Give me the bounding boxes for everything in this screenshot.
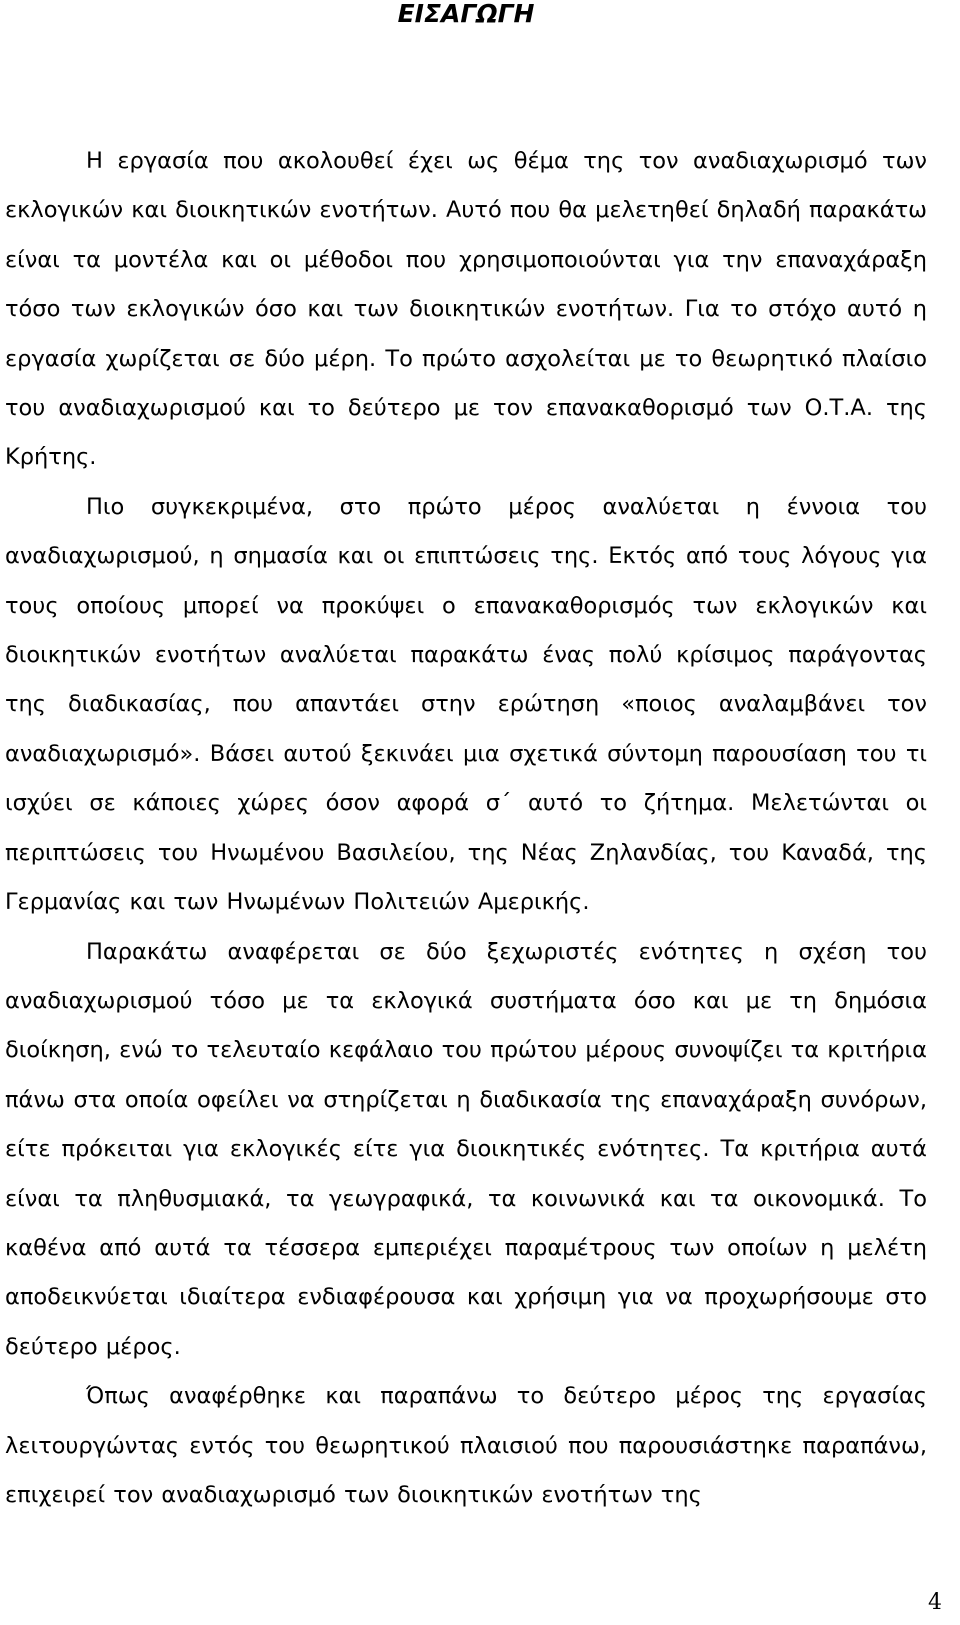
paragraph-3: Παρακάτω αναφέρεται σε δύο ξεχωριστές ενότητες η σχέση του αναδιαχωρισμού τόσο με τα εκλογικά συστήματα όσο και με τη δημόσια διοίκηση, ενώ το τελευταίο κεφάλαιο του πρώτου μέρους συνοψίζει τα κριτήρια πάνω στα οποία οφείλει να στηρίζεται η διαδικασία της επαναχάραξη συνόρων, είτε πρόκειται για εκλογικές είτε για διοικητικές ενότητες. Τα κριτήρια αυτά είναι τα πληθυσμιακά, τα γεωγραφικά, τα κοινωνικά και τα οικονομικά. Το καθένα από αυτά τα τέσσερα εμπεριέχει παραμέτρους των οποίων η μελέτη αποδεικνύεται ιδιαίτερα ενδιαφέρουσα και χρήσιμη για να προχωρήσουμε στο δεύτερο μέρος.: [5, 938, 927, 1360]
paragraph-1: Η εργασία που ακολουθεί έχει ως θέμα της τον αναδιαχωρισμό των εκλογικών και διοικητικών ενοτήτων. Αυτό που θα μελετηθεί δηλαδή παρακάτω είναι τα μοντέλα και οι μέθοδοι που χρησιμοποιούνται για την επαναχάραξη τόσο των εκλογικών όσο και των διοικητικών ενοτήτων. Για το στόχο αυτό η εργασία χωρίζεται σε δύο μέρη. Το πρώτο ασχολείται με το θεωρητικό πλαίσιο του αναδιαχωρισμού και το δεύτερο με τον επανακαθορισμό των Ο.Τ.Α. της Κρήτης.: [5, 148, 927, 471]
page-title: ΕΙΣΑΓΩΓΗ: [397, 0, 535, 28]
paragraph-4: Όπως αναφέρθηκε και παραπάνω το δεύτερο μέρος της εργασίας λειτουργώντας εντός του θεωρητικού πλαισιού που παρουσιάστηκε παραπάνω, επιχειρεί τον αναδιαχωρισμό των διοικητικών ενοτήτων της: [5, 1383, 927, 1508]
body-text: [5, 137, 927, 1520]
paragraph-2: Πιο συγκεκριμένα, στο πρώτο μέρος αναλύεται η έννοια του αναδιαχωρισμού, η σημασία και οι επιπτώσεις της. Εκτός από τους λόγους για τους οποίους μπορεί να προκύψει ο επανακαθορισμός των εκλογικών και διοικητικών ενοτήτων αναλύεται παρακάτω ένας πολύ κρίσιμος παράγοντας της διαδικασίας, που απαντάει στην ερώτηση «ποιος αναλαμβάνει τον αναδιαχωρισμό». Βάσει αυτού ξεκινάει μια σχετικά σύντομη παρουσίαση του τι ισχύει σε κάποιες χώρες όσον αφορά σ΄ αυτό το ζήτημα. Μελετώνται οι περιπτώσεις του Ηνωμένου Βασιλείου, της Νέας Ζηλανδίας, του Καναδά, της Γερμανίας και των Ηνωμένων Πολιτειών Αμερικής.: [5, 493, 927, 916]
document-page: [5, 0, 927, 1508]
page-number: 4: [928, 1590, 942, 1615]
